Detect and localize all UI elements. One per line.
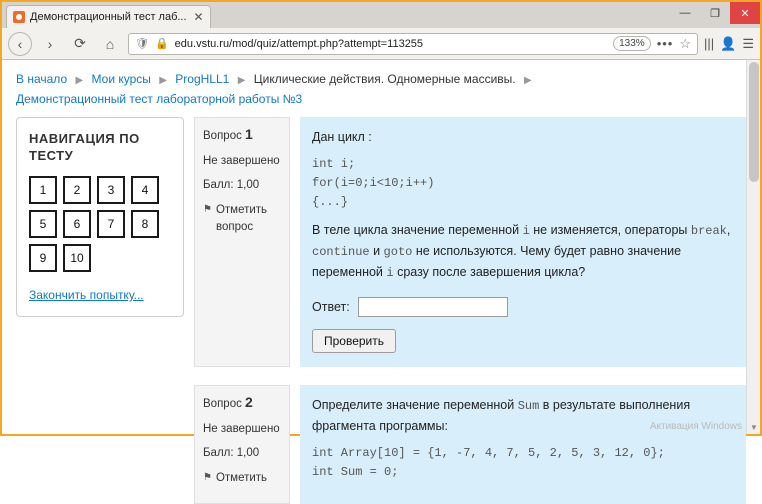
window-controls — [670, 2, 760, 24]
q1-text-part: не используются. Чему будет равно значение переменной — [312, 244, 682, 279]
q1-text-part: сразу после завершения цикла? — [393, 265, 586, 279]
breadcrumb-separator-icon: ▶ — [75, 75, 84, 86]
breadcrumb-item-mycourses[interactable]: Мои курсы — [91, 72, 151, 86]
navigation-toolbar — [2, 28, 760, 60]
q1-text-part: не изменяется, операторы — [529, 223, 691, 237]
code-line: int Sum = 0; — [312, 465, 399, 479]
breadcrumb-item-section: Циклические действия. Одномерные массивы. — [253, 72, 516, 86]
question-2-flag[interactable] — [203, 470, 281, 487]
question-1-number-value: 1 — [245, 126, 253, 142]
breadcrumb — [16, 70, 746, 109]
q2-text-part: Определите значение переменной — [312, 398, 518, 412]
answer-label: Ответ: — [312, 300, 350, 314]
question-2-state: Не завершено — [203, 423, 280, 435]
tab-strip — [2, 2, 760, 28]
q1-text-part: , — [726, 223, 731, 237]
q1-text-part: В теле цикла значение переменной — [312, 223, 523, 237]
breadcrumb-item-home[interactable]: В начало — [16, 72, 68, 86]
question-2-number-value: 2 — [245, 394, 253, 410]
windows-activation-watermark: Активация Windows — [649, 421, 742, 432]
question-2 — [194, 385, 746, 504]
code-line: for(i=0;i<10;i++) — [312, 176, 435, 190]
question-2-number-label: Вопрос — [203, 398, 242, 410]
menu-icon[interactable]: ☰ — [742, 35, 754, 51]
check-button[interactable]: Проверить — [312, 329, 396, 353]
forward-button[interactable]: › — [47, 35, 53, 52]
maximize-button[interactable]: ❐ — [710, 7, 720, 20]
shield-icon: 🛡 — [135, 38, 149, 50]
questions-column — [194, 117, 746, 504]
page-content — [2, 60, 746, 484]
question-button-9[interactable]: 9 — [29, 244, 57, 272]
question-button-2[interactable]: 2 — [63, 176, 91, 204]
question-1-answer-row — [312, 297, 734, 317]
question-button-grid — [29, 176, 175, 272]
zoom-level-badge[interactable]: 133% — [613, 36, 651, 51]
code-line: {...} — [312, 195, 349, 209]
question-1-number-label: Вопрос — [203, 130, 242, 142]
lock-icon: 🔒 — [154, 38, 169, 50]
question-button-6[interactable]: 6 — [63, 210, 91, 238]
url-text: edu.vstu.ru/mod/quiz/attempt.php?attempt=113255 — [174, 37, 424, 50]
question-button-8[interactable]: 8 — [131, 210, 159, 238]
library-icon[interactable]: ||| — [704, 36, 715, 51]
close-tab-icon[interactable]: ✕ — [193, 10, 204, 24]
question-2-mark: Балл: 1,00 — [203, 447, 260, 459]
question-2-flag-label: Отметить — [215, 472, 268, 484]
reload-button[interactable]: ⟳ — [74, 35, 86, 51]
question-1-intro: Дан цикл : — [312, 130, 372, 144]
question-1-text — [312, 220, 734, 283]
code-line: int i; — [312, 157, 356, 171]
question-2-body — [300, 385, 746, 504]
question-1-state: Не завершено — [203, 155, 280, 167]
breadcrumb-separator-icon: ▶ — [237, 75, 246, 86]
question-button-1[interactable]: 1 — [29, 176, 57, 204]
question-2-info — [194, 385, 290, 504]
question-1-code — [312, 155, 734, 212]
minimize-button[interactable]: — — [679, 7, 691, 19]
question-button-7[interactable]: 7 — [97, 210, 125, 238]
breadcrumb-item-course[interactable]: ProgHLL1 — [175, 72, 230, 86]
favicon-icon — [13, 11, 25, 23]
code-line: int Array[10] = {1, -7, 4, 7, 5, 2, 5, 3, 12, 0}; — [312, 446, 665, 460]
account-icon[interactable]: 👤 — [720, 35, 737, 51]
q2-text-part: в результате выполнения фрагмента программы: — [312, 398, 691, 433]
breadcrumb-item-quiz[interactable]: Демонстрационный тест лабораторной работы №3 — [16, 92, 303, 106]
finish-attempt-link[interactable]: Закончить попытку... — [29, 288, 144, 302]
scroll-down-icon[interactable]: ▼ — [750, 423, 758, 432]
question-1-flag-label: Отметить вопрос — [215, 204, 268, 233]
q1-text-part: и — [369, 244, 384, 258]
home-button[interactable]: ⌂ — [105, 35, 115, 52]
page-scrollbar[interactable] — [746, 60, 760, 434]
question-2-code — [312, 444, 734, 482]
quiz-navigation-column — [16, 117, 184, 504]
question-button-10[interactable]: 10 — [63, 244, 91, 272]
scrollbar-thumb[interactable] — [749, 62, 759, 182]
q1-var-i-2: i — [386, 266, 394, 280]
page-columns — [16, 117, 746, 504]
q1-kw-goto: goto — [383, 245, 413, 259]
q1-var-i: i — [522, 224, 530, 238]
bookmark-star-icon[interactable]: ☆ — [679, 35, 692, 51]
close-window-button[interactable]: ✕ — [730, 2, 760, 24]
browser-tab[interactable] — [6, 5, 211, 28]
breadcrumb-separator-icon: ▶ — [159, 75, 167, 86]
question-button-4[interactable]: 4 — [131, 176, 159, 204]
flag-icon: ⚑ — [203, 204, 212, 215]
flag-icon: ⚑ — [203, 472, 212, 483]
question-button-5[interactable]: 5 — [29, 210, 57, 238]
answer-input[interactable] — [358, 297, 508, 317]
question-1-body — [300, 117, 746, 367]
q1-kw-continue: continue — [312, 245, 370, 259]
question-1-flag[interactable] — [203, 202, 281, 236]
page-viewport — [2, 60, 760, 484]
question-1-number — [203, 126, 281, 145]
question-2-number — [203, 394, 281, 413]
question-button-3[interactable]: 3 — [97, 176, 125, 204]
q2-var-sum: Sum — [517, 399, 540, 413]
question-1-info — [194, 117, 290, 367]
back-button[interactable]: ‹ — [8, 32, 32, 56]
quiz-navigation-title: НАВИГАЦИЯ ПО ТЕСТУ — [29, 131, 140, 163]
question-1-mark: Балл: 1,00 — [203, 179, 260, 191]
question-1 — [194, 117, 746, 367]
quiz-navigation-block — [16, 117, 184, 317]
address-bar[interactable] — [128, 33, 698, 55]
breadcrumb-separator-icon: ▶ — [523, 75, 532, 86]
tab-title: Демонстрационный тест лаб... — [30, 11, 187, 23]
q1-kw-break: break — [690, 224, 727, 238]
page-actions-icon[interactable]: ••• — [656, 36, 674, 51]
